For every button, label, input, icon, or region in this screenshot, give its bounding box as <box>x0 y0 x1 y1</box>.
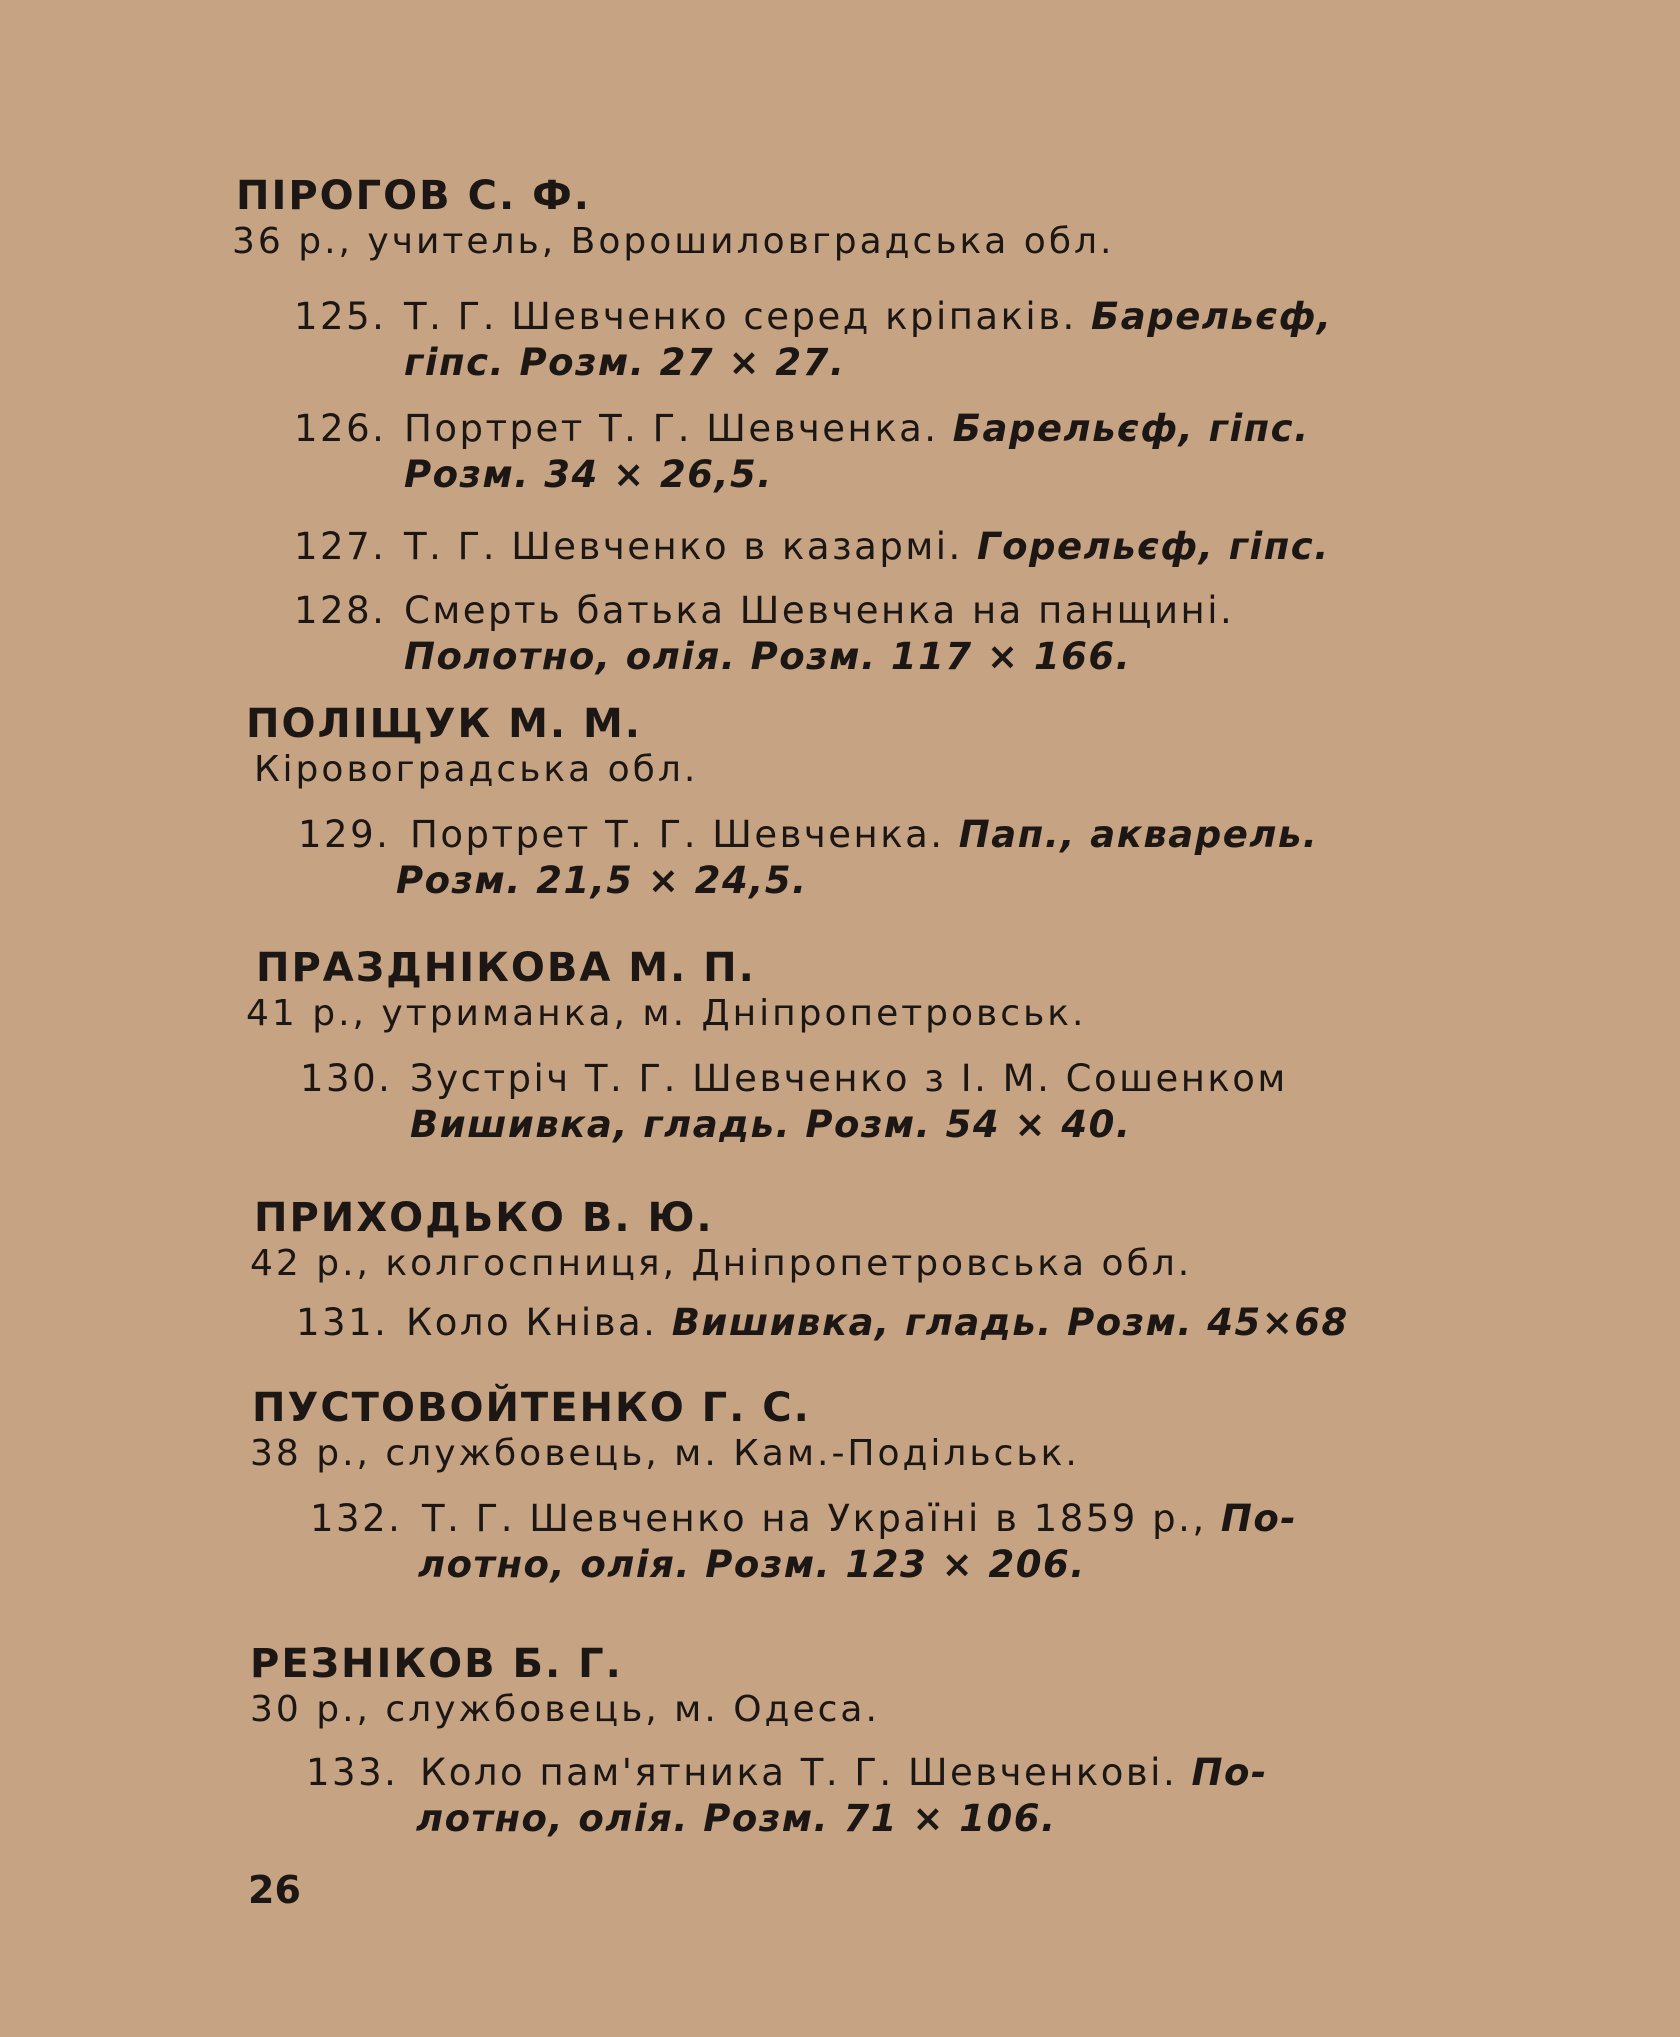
work-description: По- <box>1220 1497 1298 1540</box>
work-title: Портрет Т. Г. Шевченка. <box>410 813 959 856</box>
work-title: Т. Г. Шевченко на Україні в 1859 р., <box>422 1497 1221 1540</box>
work-description-continued: Вишивка, гладь. Розм. 54 × 40. <box>410 1103 1132 1146</box>
work-number: 125. <box>294 295 387 338</box>
work-description-continued: Розм. 21,5 × 24,5. <box>396 859 808 902</box>
work-title: Смерть батька Шевченка на панщині. <box>404 589 1235 632</box>
work-title: Портрет Т. Г. Шевченка. <box>404 407 953 450</box>
work-description: Горельєф, гіпс. <box>977 525 1330 568</box>
work-number: 128. <box>294 589 387 632</box>
author-bio: 41 р., утриманка, м. Дніпропетровськ. <box>246 993 1087 1034</box>
author-bio: 42 р., колгоспниця, Дніпропетровська обл. <box>250 1243 1193 1284</box>
author-name: РЕЗНІКОВ Б. Г. <box>250 1641 623 1687</box>
work-item <box>0 588 1680 680</box>
work-description-continued: гіпс. Розм. 27 × 27. <box>404 341 846 384</box>
catalog-entry <box>0 172 1680 680</box>
author-name: ПУСТОВОЙТЕНКО Г. С. <box>252 1385 811 1431</box>
work-title: Т. Г. Шевченко в казармі. <box>404 525 978 568</box>
catalog-entry <box>0 1194 1680 1346</box>
author-name: ПРАЗДНІКОВА М. П. <box>256 945 756 991</box>
work-item <box>0 812 1680 904</box>
work-title: Коло пам'ятника Т. Г. Шевченкові. <box>420 1751 1192 1794</box>
catalog-entry <box>0 700 1680 904</box>
work-item <box>0 406 1680 498</box>
work-description: Барельєф, гіпс. <box>952 407 1310 450</box>
author-name: ПІРОГОВ С. Ф. <box>236 173 591 219</box>
work-item <box>0 524 1680 570</box>
work-title: Коло Кніва. <box>406 1301 672 1344</box>
work-item <box>0 294 1680 386</box>
work-description-continued: Полотно, олія. Розм. 117 × 166. <box>404 635 1132 678</box>
work-number: 130. <box>300 1057 393 1100</box>
author-bio: 38 р., службовець, м. Кам.-Подільськ. <box>250 1433 1080 1474</box>
work-title: Т. Г. Шевченко серед кріпаків. <box>404 295 1092 338</box>
work-number: 132. <box>310 1497 403 1540</box>
work-item <box>0 1300 1680 1346</box>
author-name: ПРИХОДЬКО В. Ю. <box>254 1195 714 1241</box>
catalog-entry <box>0 944 1680 1148</box>
work-number: 131. <box>296 1301 389 1344</box>
work-description: Пап., акварель. <box>958 813 1319 856</box>
author-bio: 36 р., учитель, Ворошиловградська обл. <box>232 221 1115 262</box>
work-description: Барельєф, <box>1091 295 1333 338</box>
catalog-entry <box>0 1384 1680 1588</box>
work-item <box>0 1496 1680 1588</box>
work-description: По- <box>1191 1751 1268 1794</box>
work-number: 126. <box>294 407 387 450</box>
catalog-entry <box>0 1640 1680 1842</box>
work-number: 129. <box>298 813 391 856</box>
work-description-continued: Розм. 34 × 26,5. <box>404 453 773 496</box>
work-title: Зустріч Т. Г. Шевченко з І. М. Сошенком <box>410 1057 1288 1100</box>
work-number: 127. <box>294 525 387 568</box>
author-bio: 30 р., службовець, м. Одеса. <box>250 1689 880 1730</box>
work-description-continued: лотно, олія. Розм. 71 × 106. <box>416 1797 1057 1840</box>
work-description: Вишивка, гладь. Розм. 45×68 <box>671 1301 1349 1344</box>
page-number: 26 <box>248 1868 301 1912</box>
work-item <box>0 1056 1680 1148</box>
author-bio: Кіровоградська обл. <box>254 749 699 790</box>
author-name: ПОЛІЩУК М. М. <box>246 701 642 747</box>
work-description-continued: лотно, олія. Розм. 123 × 206. <box>418 1543 1086 1586</box>
work-item <box>0 1750 1680 1842</box>
work-number: 133. <box>306 1751 399 1794</box>
